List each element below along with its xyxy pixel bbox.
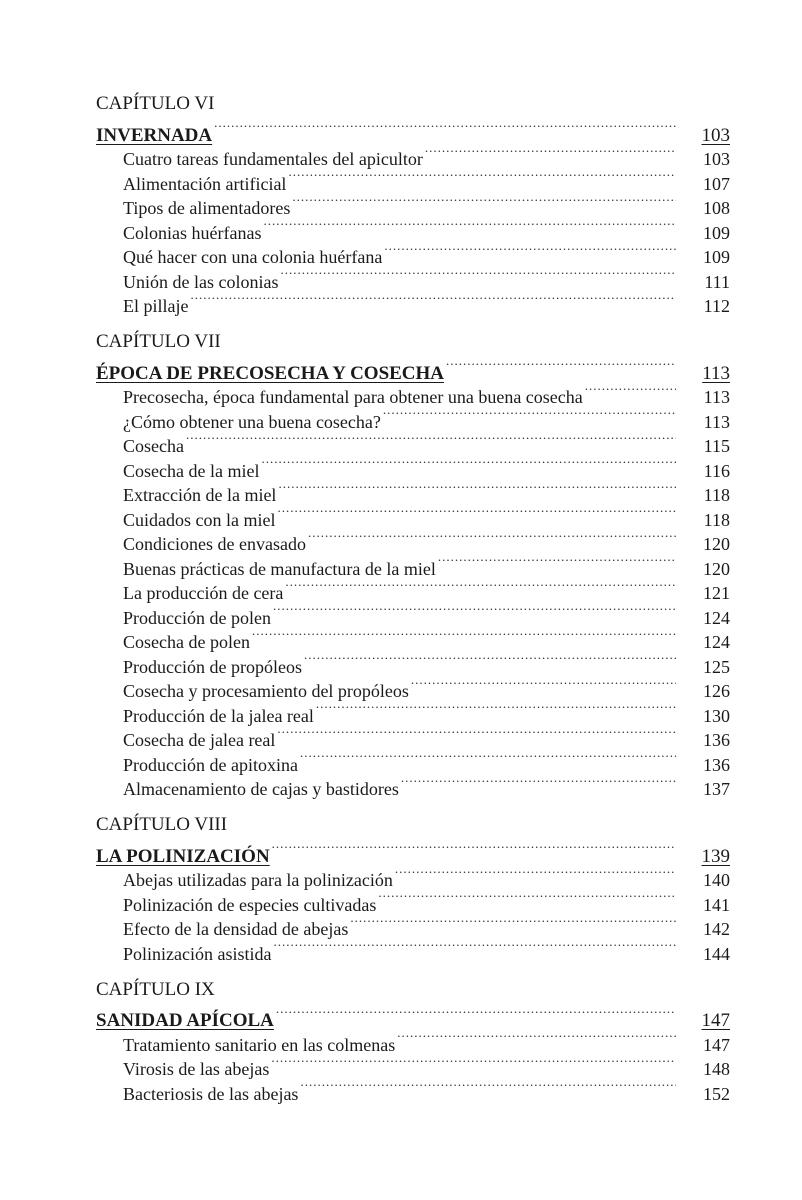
chapter-title-entry [96,354,730,384]
dot-leader [276,1002,676,1027]
page-number: 141 [703,894,730,915]
entry-title: Producción de propóleos [123,656,302,677]
dot-leader [288,165,676,190]
dot-leader [252,624,676,649]
dot-leader [585,379,676,404]
entry-title: Cosecha de polen [123,632,250,652]
dot-leader [277,722,676,747]
dot-leader [304,648,676,673]
entry-title: La producción de cera [123,583,284,603]
entry-title: Producción de apitoxina [123,754,298,775]
entry-title: Qué hacer con una colonia huérfana [123,247,383,267]
page-number: 120 [703,534,730,554]
dot-leader [186,428,676,453]
dot-leader [425,141,676,166]
page-number: 124 [703,632,730,652]
dot-leader [214,116,676,141]
dot-leader [300,1075,676,1100]
entry-title: Cosecha y procesamiento del propóleos [123,681,409,701]
chapter-label: CAPÍTULO VII [96,331,221,352]
entry-title: Producción de la jalea real [123,705,314,726]
dot-leader [446,354,676,379]
dot-leader [280,263,676,288]
page-number: 103 [703,149,730,169]
page-number: 113 [703,411,730,432]
page-number: 144 [703,943,730,964]
page-number: 147 [701,1010,730,1031]
page-number: 147 [703,1034,730,1055]
entry-title: Abejas utilizadas para la polinización [123,870,393,890]
dot-leader [300,746,676,771]
entry-title: ÉPOCA DE PRECOSECHA Y COSECHA [96,362,445,384]
toc-entry [96,288,730,316]
page-number: 118 [703,509,730,530]
page-number: 103 [701,124,730,146]
dot-leader [397,1026,676,1051]
page-number: 139 [701,845,730,867]
chapter-section [96,978,730,1104]
entry-title: Cosecha de la miel [123,460,260,481]
chapter-section [96,92,730,316]
entry-title: Polinización asistida [123,943,272,964]
page-number: 152 [703,1083,730,1104]
page-number: 120 [703,558,730,579]
page-number: 124 [703,607,730,628]
dot-leader [271,1051,676,1076]
entry-title: Tratamiento sanitario en las colmenas [123,1034,396,1055]
dot-leader [261,452,676,477]
dot-leader [273,935,676,960]
entry-title: SANIDAD APÍCOLA [96,1010,274,1031]
dot-leader [395,862,676,887]
entry-title: Polinización de especies cultivadas [123,894,377,915]
entry-title: Condiciones de envasado [123,534,306,554]
chapter-section [96,813,730,964]
dot-leader [272,837,676,862]
chapter-label: CAPÍTULO IX [96,978,215,1000]
page-number: 113 [703,387,730,407]
dot-leader [401,771,676,796]
dot-leader [384,239,676,264]
chapter-label: CAPÍTULO VIII [96,814,228,835]
dot-leader [316,697,676,722]
entry-title: Extracción de la miel [123,485,277,505]
page-number: 136 [703,754,730,775]
page-number: 109 [703,222,730,243]
entry-title: Unión de las colonias [123,271,279,292]
dot-leader [383,403,676,428]
dot-leader [378,886,676,911]
entry-title: Cosecha [123,436,184,456]
page-number: 108 [703,198,730,218]
entry-title: Producción de polen [123,607,271,628]
page-number: 148 [703,1059,730,1079]
page-number: 136 [703,730,730,750]
page-number: 115 [703,436,730,456]
page-number: 112 [703,296,730,316]
dot-leader [285,575,676,600]
page-number: 125 [703,656,730,677]
toc-entry [96,428,730,456]
entry-title: El pillaje [123,296,189,316]
dot-leader [308,526,676,551]
dot-leader [278,477,676,502]
chapter-title-entry [96,837,730,867]
entry-title: Buenas prácticas de manufactura de la miel [123,558,436,579]
page-number: 140 [703,870,730,890]
dot-leader [190,288,676,313]
dot-leader [411,673,676,698]
dot-leader [273,599,676,624]
page-number: 130 [703,705,730,726]
entry-title: Tipos de alimentadores [123,198,291,218]
entry-title: Almacenamiento de cajas y bastidores [123,779,399,799]
dot-leader [277,501,676,526]
page-number: 111 [704,271,730,292]
page-number: 109 [703,247,730,267]
chapter-section [96,330,730,799]
chapter-title-entry [96,1002,730,1031]
entry-title: Colonias huérfanas [123,222,262,243]
dot-leader [438,550,676,575]
entry-title: Precosecha, época fundamental para obtener una buena cosecha [123,387,583,407]
dot-leader [350,911,676,936]
page-number: 142 [703,919,730,939]
table-of-contents [96,92,730,1118]
entry-title: ¿Cómo obtener una buena cosecha? [123,411,381,432]
entry-title: Cuatro tareas fundamentales del apicultor [123,149,423,169]
dot-leader [263,214,676,239]
entry-title: INVERNADA [96,124,213,146]
toc-entry [96,452,730,481]
entry-title: Virosis de las abejas [123,1059,270,1079]
page-number: 113 [702,362,730,384]
page-number: 118 [703,485,730,505]
entry-title: Cosecha de jalea real [123,730,276,750]
entry-title: Efecto de la densidad de abejas [123,919,349,939]
entry-title: Bacteriosis de las abejas [123,1083,299,1104]
chapter-label: CAPÍTULO VI [96,93,215,114]
page-number: 107 [703,173,730,194]
page-number: 126 [703,681,730,701]
entry-title: Cuidados con la miel [123,509,276,530]
chapter-title-entry [96,116,730,146]
entry-title: LA POLINIZACIÓN [96,845,270,867]
dot-leader [292,190,676,215]
page-number: 137 [703,779,730,799]
page-number: 116 [703,460,730,481]
entry-title: Alimentación artificial [123,173,287,194]
page-number: 121 [703,583,730,603]
